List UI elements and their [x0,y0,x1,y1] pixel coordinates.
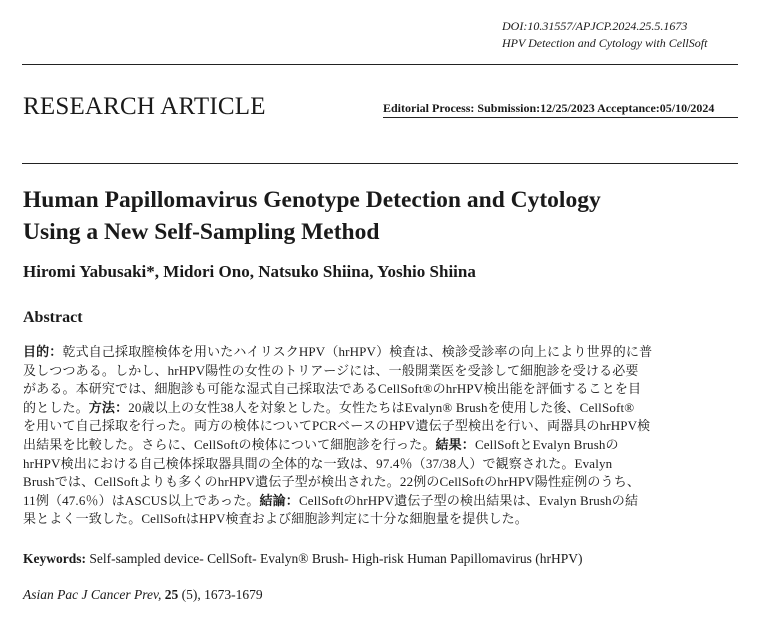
keywords [23,551,583,567]
abstract-text: を用いて自己採取を行った。両方の検体についてPCRベースのHPV遺伝子型検出を行い、両器具のhrHPV検 [23,418,651,434]
abstract-section-label: 結果： [435,436,475,452]
abstract-line [23,492,756,511]
citation-journal: Asian Pac J Cancer Prev, [23,587,162,602]
author-list: Hiromi Yabusaki*, Midori Ono, Natsuko Shiina, Yoshio Shiina [23,262,476,281]
running-title: HPV Detection and Cytology with CellSoft [502,36,708,50]
abstract-heading: Abstract [23,309,83,326]
abstract-line [23,399,756,418]
abstract-text: がある。本研究では、細胞診も可能な湿式自己採取法であるCellSoft®のhrHPV検出能を評価することを目 [23,381,642,397]
editorial-underline [383,117,738,118]
citation-issue-pages: (5), 1673-1679 [178,587,263,602]
abstract-text: 果とよく一致した。CellSoftはHPV検査および細胞診判定に十分な細胞量を提供した。 [23,511,528,527]
header-bottom-rule [22,163,738,164]
title-line-2: Using a New Self-Sampling Method [23,219,380,245]
abstract-text: 11例（47.6％）はASCUS以上であった。 [23,492,260,508]
abstract-line [23,343,756,362]
abstract-section-label: 方法： [88,399,129,415]
abstract-body [23,343,756,529]
abstract-text: CellSoftとEvalyn Brushの [474,436,619,452]
running-header [502,18,707,52]
top-rule [22,64,738,65]
abstract-line [23,455,756,474]
article-title [23,184,743,248]
doi-text: DOI:10.31557/APJCP.2024.25.5.1673 [502,19,688,33]
abstract-line [23,473,756,492]
citation [23,587,263,603]
abstract-section-label: 目的： [23,344,63,359]
keywords-label: Keywords: [23,551,86,566]
abstract-section-label: 結論： [259,492,299,508]
abstract-line [23,510,756,529]
title-line-1: Human Papillomavirus Genotype Detection and Cytology [23,187,601,213]
abstract-line [23,380,756,399]
abstract-text: 的とした。 [23,399,89,415]
abstract-line [23,436,756,455]
abstract-line [23,362,756,381]
abstract-text: hrHPV検出における自己検体採取器具間の全体的な一致は、97.4％（37/38人）で観察された。Evalyn [23,455,613,471]
abstract-line [23,417,756,436]
abstract-text: 乾式自己採取膣検体を用いたハイリスクHPV（hrHPV）検査は、検診受診率の向上により世界的に普 [62,344,653,359]
abstract-text: 出結果を比較した。さらに、CellSoftの検体について細胞診を行った。 [23,436,436,452]
citation-volume: 25 [164,587,179,602]
abstract-text: 20歳以上の女性38人を対象とした。女性たちはEvalyn® Brushを使用した後、CellSoft® [128,399,635,415]
abstract-text: Brushでは、CellSoftよりも多くのhrHPV遺伝子型が検出された。22例のCellSoftのhrHPV陽性症例のうち、 [23,474,641,490]
abstract-text: 及しつつある。しかし、hrHPV陽性の女性のトリアージには、一般開業医を受診して細胞診を受ける必要 [23,362,639,378]
editorial-process: Editorial Process: Submission:12/25/2023 Acceptance:05/10/2024 [383,101,715,115]
section-label: RESEARCH ARTICLE [23,93,266,120]
keywords-text: Self-sampled device- CellSoft- Evalyn® Brush- High-risk Human Papillomavirus (hrHPV) [86,551,583,566]
abstract-text: CellSoftのhrHPV遺伝子型の検出結果は、Evalyn Brushの結 [298,492,639,508]
